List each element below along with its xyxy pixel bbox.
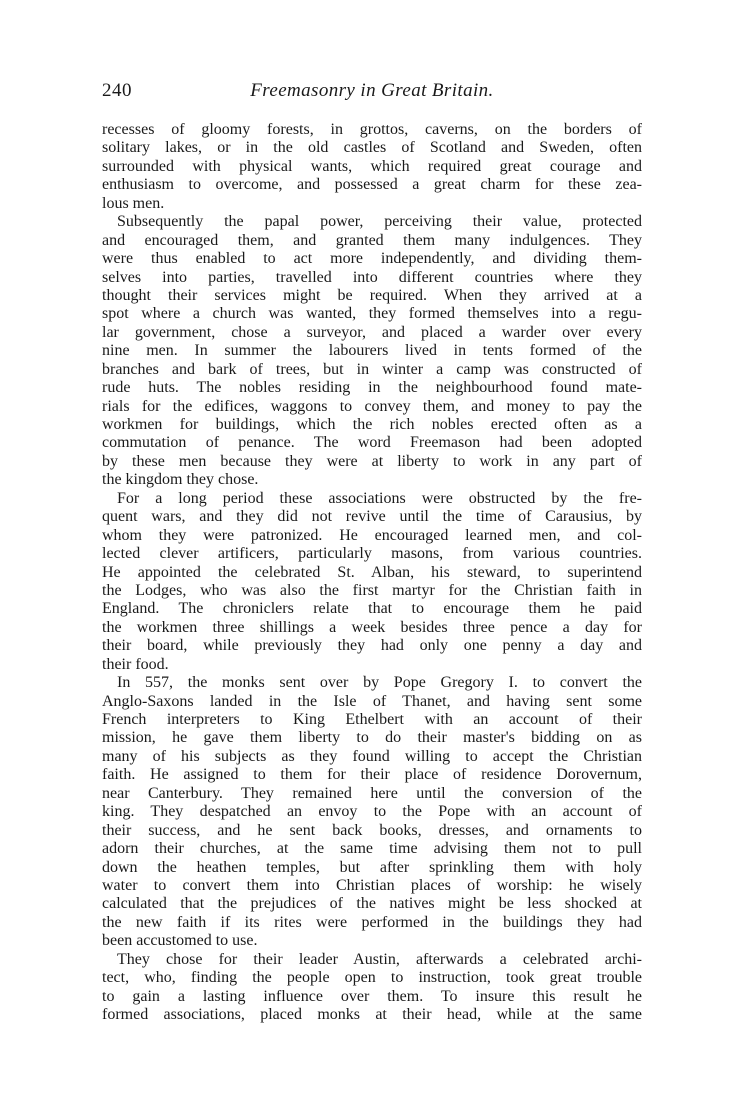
text-line: For a long period these associations were obstructed by the fre-	[117, 489, 642, 507]
text-line: by these men because they were at liberty to work in any part of	[102, 452, 642, 470]
text-line: were thus enabled to act more independently, and dividing them-	[102, 250, 642, 268]
text-line: workmen for buildings, which the rich nobles erected often as a	[102, 416, 642, 433]
text-line: the new faith if its rites were performed in the buildings they had	[102, 913, 642, 931]
text-line: In 557, the monks sent over by Pope Gregory I. to convert the	[117, 674, 642, 692]
text-line: thought their services might be required. When they arrived at a	[102, 286, 642, 304]
text-line: solitary lakes, or in the old castles of Scotland and Sweden, often	[102, 139, 642, 157]
text-line: and encouraged them, and granted them many indulgences. They	[102, 231, 642, 249]
text-line: the Lodges, who was also the first martyr for the Christian faith in	[102, 581, 642, 599]
text-line: nine men. In summer the labourers lived in tents formed of the	[102, 342, 642, 360]
text-line: calculated that the prejudices of the natives might be less shocked at	[102, 895, 642, 913]
paragraph	[102, 490, 642, 674]
text-line: to gain a lasting influence over them. To insure this result he	[102, 987, 642, 1005]
text-line: surrounded with physical wants, which required great courage and	[102, 157, 642, 175]
text-line: adorn their churches, at the same time advising them not to pull	[102, 840, 642, 858]
text-line: whom they were patronized. He encouraged learned men, and col-	[102, 526, 642, 544]
text-line: faith. He assigned to them for their place of residence Dorovernum,	[102, 766, 642, 784]
text-line: They chose for their leader Austin, afterwards a celebrated archi-	[117, 950, 642, 968]
text-line: water to convert them into Christian places of worship: he wisely	[102, 876, 642, 894]
page-number: 240	[102, 80, 132, 101]
text-line: tect, who, finding the people open to instruction, took great trouble	[102, 969, 642, 987]
text-line: rials for the edifices, waggons to convey them, and money to pay the	[102, 397, 642, 415]
text-line: mission, he gave them liberty to do their master's bidding on as	[102, 729, 642, 747]
text-line: commutation of penance. The word Freemason had been adopted	[102, 434, 642, 452]
text-line: spot where a church was wanted, they formed themselves into a regu-	[102, 305, 642, 323]
paragraph	[102, 121, 642, 213]
text-line: their board, while previously they had only one penny a day and	[102, 637, 642, 655]
text-line: lar government, chose a surveyor, and placed a warder over every	[102, 323, 642, 341]
text-line: Subsequently the papal power, perceiving their value, protected	[117, 213, 642, 231]
text-line: enthusiasm to overcome, and possessed a great charm for these zea-	[102, 176, 642, 194]
text-line: lous men.	[102, 194, 165, 212]
text-line: England. The chroniclers relate that to encourage them he paid	[102, 600, 642, 618]
text-line: recesses of gloomy forests, in grottos, caverns, on the borders of	[102, 121, 642, 138]
page-header	[102, 80, 642, 106]
text-line: branches and bark of trees, but in winter a camp was constructed of	[102, 360, 642, 378]
text-line: rude huts. The nobles residing in the neighbourhood found mate-	[102, 379, 642, 397]
text-line: king. They despatched an envoy to the Pope with an account of	[102, 803, 642, 821]
text-line: down the heathen temples, but after sprinkling them with holy	[102, 858, 642, 876]
text-line: the workmen three shillings a week besides three pence a day for	[102, 618, 642, 636]
paragraph	[102, 674, 642, 951]
paragraph	[102, 951, 642, 1025]
text-line: French interpreters to King Ethelbert with an account of their	[102, 711, 642, 728]
text-line: the kingdom they chose.	[102, 471, 259, 489]
text-line: been accustomed to use.	[102, 932, 258, 950]
text-line: their success, and he sent back books, dresses, and ornaments to	[102, 821, 642, 839]
paragraph	[102, 213, 642, 490]
running-title: Freemasonry in Great Britain.	[250, 80, 494, 101]
text-line: Anglo-Saxons landed in the Isle of Thanet, and having sent some	[102, 692, 642, 710]
text-line: their food.	[102, 655, 169, 673]
text-line: quent wars, and they did not revive until the time of Carausius, by	[102, 508, 642, 526]
text-line: He appointed the celebrated St. Alban, his steward, to superintend	[102, 563, 642, 581]
text-line: near Canterbury. They remained here until the conversion of the	[102, 784, 642, 802]
body-text	[102, 121, 642, 1024]
text-line: many of his subjects as they found willing to accept the Christian	[102, 747, 642, 765]
text-line: formed associations, placed monks at their head, while at the same	[102, 1006, 642, 1023]
text-line: lected clever artificers, particularly masons, from various countries.	[102, 545, 642, 563]
text-line: selves into parties, travelled into different countries where they	[102, 268, 642, 286]
